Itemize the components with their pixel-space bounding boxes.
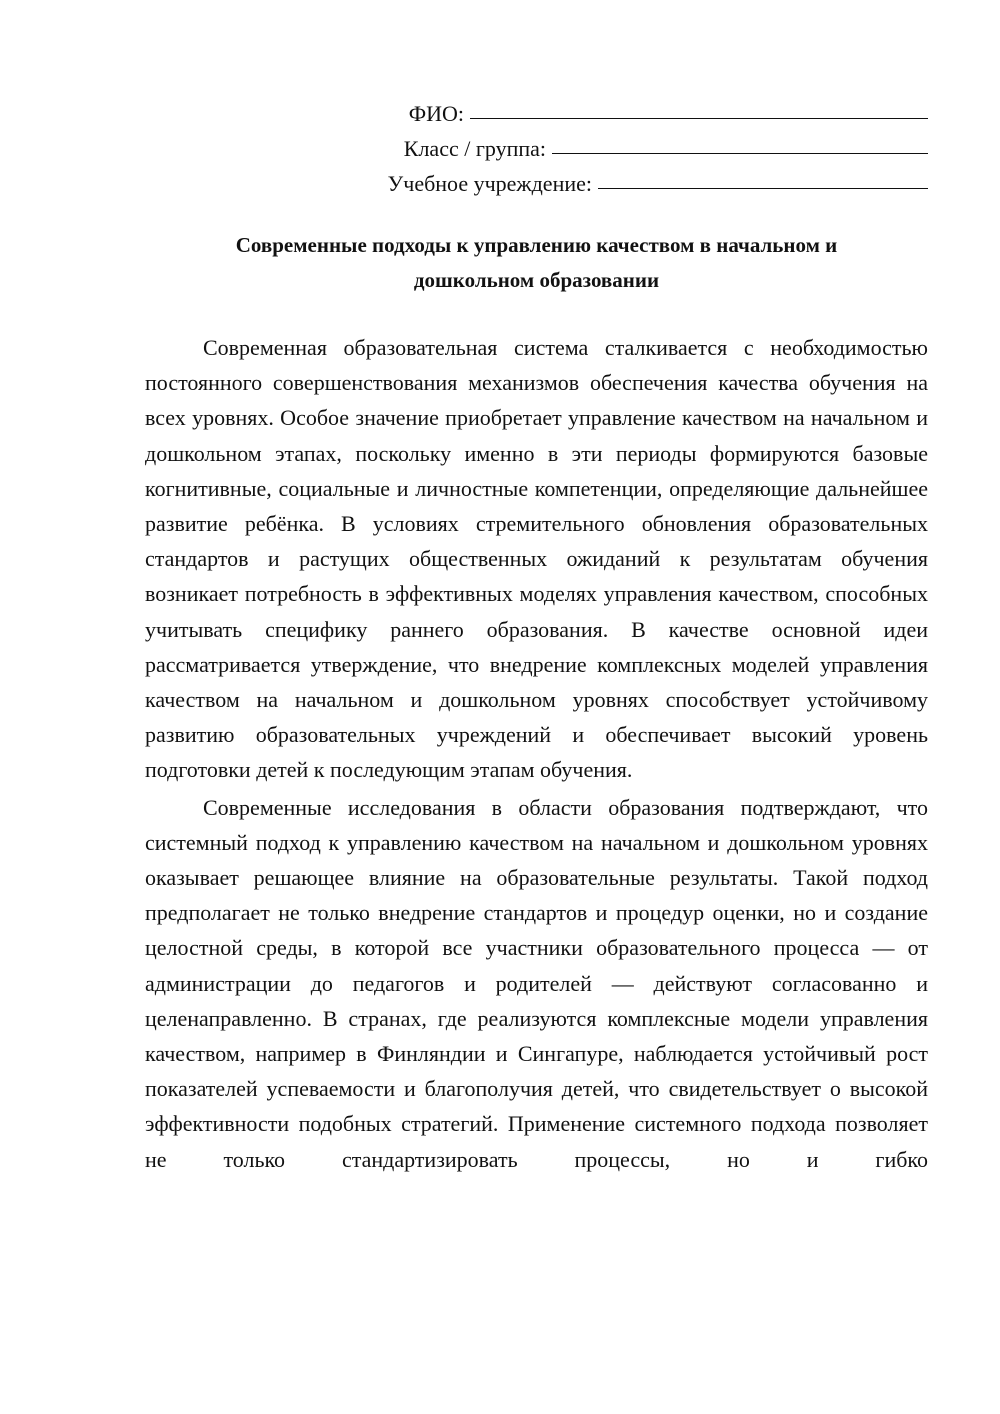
document-title <box>145 228 928 298</box>
class-blank <box>552 153 928 154</box>
title-line-2: дошкольном образовании <box>413 268 660 292</box>
school-label: Учебное учреждение: <box>387 171 592 196</box>
school-blank <box>598 188 928 189</box>
title-line-1: Современные подходы к управлению качеством в начальном и <box>235 233 838 257</box>
fio-label: ФИО: <box>408 101 464 126</box>
fio-line <box>360 92 928 127</box>
body-text <box>145 330 928 1177</box>
paragraph-2: Современные исследования в области образования подтверждают, что системный подход к управлению качеством на начальном и дошкольном уровнях оказывает решающее влияние на образовательные результаты. Такой подход предполагает не только внедрение стандартов и процедур оценки, но и создание целостной среды, в которой все участники образовательного процесса — от администрации до педагогов и родителей — действуют согласованно и целенаправленно. В странах, где реализуются комплексные модели управления качеством, например в Финляндии и Сингапуре, наблюдается устойчивый рост показателей успеваемости и благополучия детей, что свидетельствует о высокой эффективности подобных стратегий. Применение системного подхода позволяет не только стандартизировать процессы, но и гибко <box>145 794 928 1172</box>
class-label: Класс / группа: <box>403 136 546 161</box>
paragraph-1: Современная образовательная система сталкивается с необходимостью постоянного совершенствования механизмов обеспечения качества обучения на всех уровнях. Особое значение приобретает управление качеством на начальном и дошкольном этапах, поскольку именно в эти периоды формируются базовые когнитивные, социальные и личностные компетенции, определяющие дальнейшее развитие ребёнка. В условиях стремительного обновления образовательных стандартов и растущих общественных ожиданий к результатам обучения возникает потребность в эффективных моделях управления качеством, способных учитывать специфику раннего образования. В качестве основной идеи рассматривается утверждение, что внедрение комплексных моделей управления качеством на начальном и дошкольном уровнях способствует устойчивому развитию образовательных учреждений и обеспечивает высокий уровень подготовки детей к последующим этапам обучения. <box>145 335 928 783</box>
class-line <box>360 127 928 162</box>
fio-blank <box>470 118 928 119</box>
student-info-block <box>360 92 928 197</box>
school-line <box>360 162 928 197</box>
